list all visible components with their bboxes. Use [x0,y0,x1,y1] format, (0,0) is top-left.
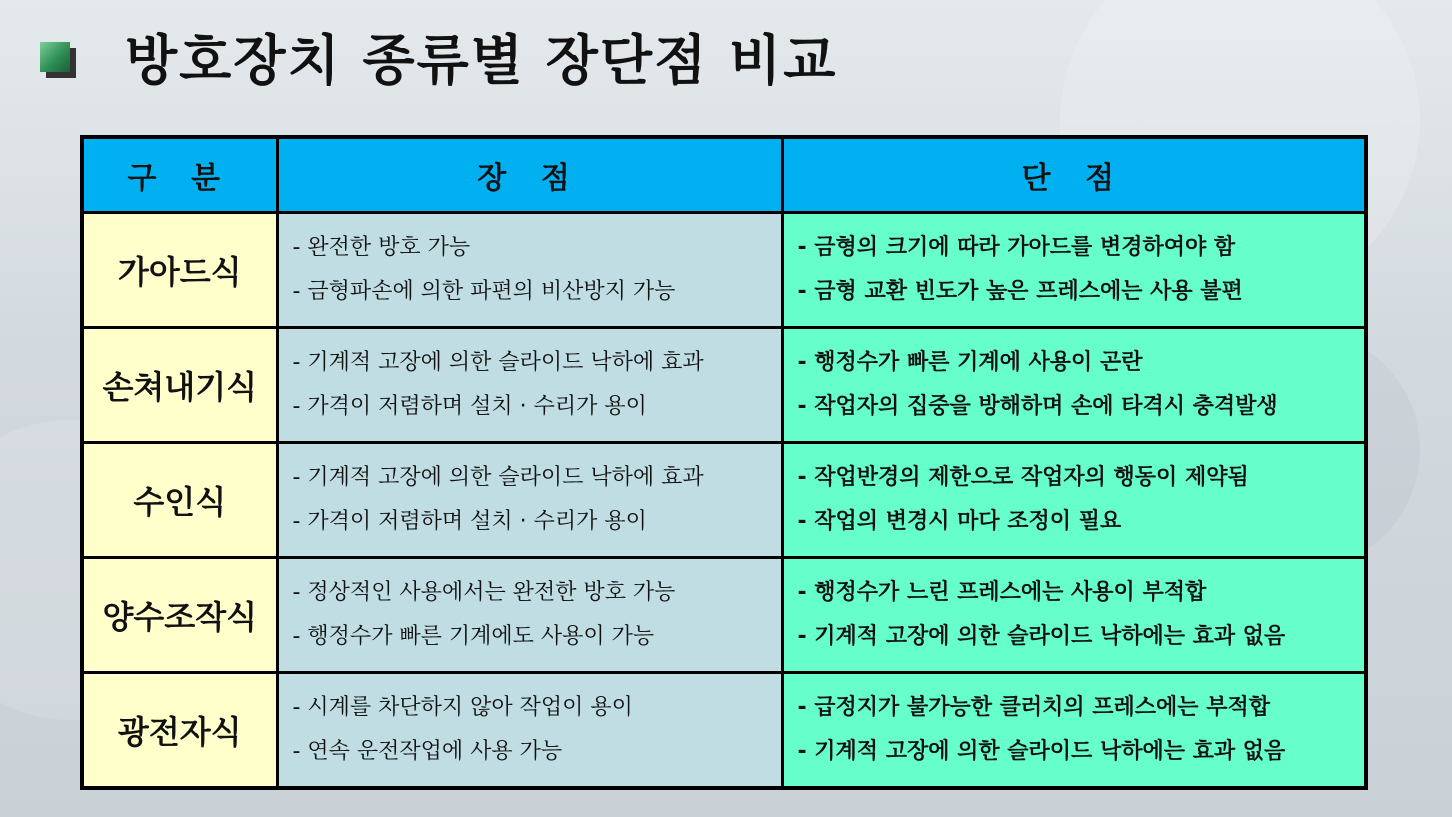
slide-title-bar [0,0,1452,110]
disadvantage-item: - 작업의 변경시 마다 조정이 필요 [797,508,1122,534]
advantage-item: - 금형파손에 의한 파편의 비산방지 가능 [292,278,676,304]
advantage-item: - 행정수가 빠른 기계에도 사용이 가능 [292,623,655,649]
disadvantage-item: - 작업반경의 제한으로 작업자의 행동이 제약됨 [797,464,1249,490]
disadvantage-item: - 행정수가 느린 프레스에는 사용이 부적합 [797,579,1207,605]
table-row [82,557,1366,672]
disadvantage-item: - 기계적 고장에 의한 슬라이드 낙하에는 효과 없음 [797,623,1286,649]
row-category: 가아드식 [82,213,277,328]
row-category: 양수조작식 [82,557,277,672]
table-row [82,442,1366,557]
disadvantages-cell [782,557,1366,672]
row-category: 광전자식 [82,672,277,788]
disadvantage-item: - 기계적 고장에 의한 슬라이드 낙하에는 효과 없음 [797,738,1286,764]
advantages-cell [277,327,782,442]
disadvantages-cell [782,213,1366,328]
disadvantages-cell [782,327,1366,442]
table-row [82,327,1366,442]
disadvantages-cell [782,672,1366,788]
table-row [82,672,1366,788]
comparison-table [80,135,1368,790]
advantage-item: - 시계를 차단하지 않아 작업이 용이 [292,694,633,720]
disadvantage-item: - 금형 교환 빈도가 높은 프레스에는 사용 불편 [797,278,1243,304]
disadvantage-item: - 행정수가 빠른 기계에 사용이 곤란 [797,349,1143,375]
advantage-item: - 기계적 고장에 의한 슬라이드 낙하에 효과 [292,464,704,490]
disadvantages-cell [782,442,1366,557]
advantages-cell [277,213,782,328]
disadvantage-item: - 급정지가 불가능한 클러치의 프레스에는 부적합 [797,694,1270,720]
table-row [82,213,1366,328]
row-category: 수인식 [82,442,277,557]
header-advantages: 장 점 [277,137,782,213]
table-header-row [82,137,1366,213]
advantages-cell [277,672,782,788]
advantage-item: - 가격이 저렴하며 설치 · 수리가 용이 [292,393,647,419]
slide-title: 방호장치 종류별 장단점 비교 [125,29,838,92]
disadvantage-item: - 작업자의 집중을 방해하며 손에 타격시 충격발생 [797,393,1278,419]
header-disadvantages: 단 점 [782,137,1366,213]
disadvantage-item: - 금형의 크기에 따라 가아드를 변경하여야 함 [797,234,1236,260]
row-category: 손쳐내기식 [82,327,277,442]
advantages-cell [277,557,782,672]
header-category: 구 분 [82,137,277,213]
green-square-bullet-icon [40,42,70,72]
advantage-item: - 가격이 저렴하며 설치 · 수리가 용이 [292,508,647,534]
advantage-item: - 기계적 고장에 의한 슬라이드 낙하에 효과 [292,349,704,375]
advantage-item: - 정상적인 사용에서는 완전한 방호 가능 [292,579,676,605]
advantage-item: - 완전한 방호 가능 [292,234,471,260]
advantages-cell [277,442,782,557]
advantage-item: - 연속 운전작업에 사용 가능 [292,738,563,764]
